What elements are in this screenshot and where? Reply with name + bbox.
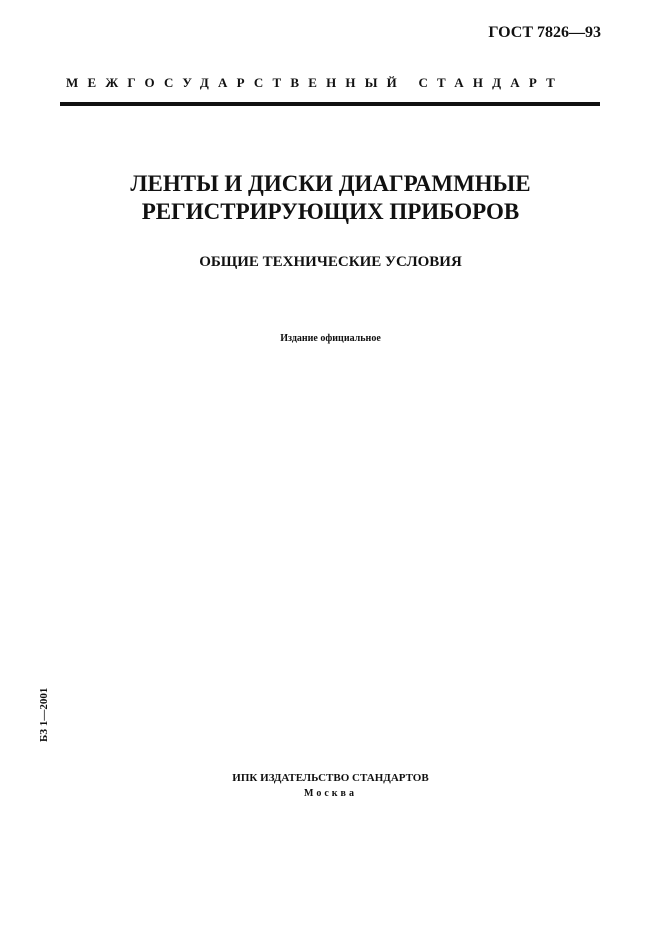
publisher-city: Москва [304,788,357,799]
standard-series-heading: МЕЖГОСУДАРСТВЕННЫЙ СТАНДАРТ [66,75,565,90]
publisher-name: ИПК ИЗДАТЕЛЬСТВО СТАНДАРТОВ [232,772,429,784]
header-rule [60,102,600,106]
document-title [0,170,661,226]
title-line-2: РЕГИСТРИРУЮЩИХ ПРИБОРОВ [141,199,520,224]
title-line-1: ЛЕНТЫ И ДИСКИ ДИАГРАММНЫЕ [130,171,531,196]
edition-note: Издание официальное [280,333,381,344]
document-subtitle: ОБЩИЕ ТЕХНИЧЕСКИЕ УСЛОВИЯ [199,254,462,270]
document-code: ГОСТ 7826—93 [488,24,601,41]
side-catalog-code: БЗ 1—2001 [38,687,50,742]
